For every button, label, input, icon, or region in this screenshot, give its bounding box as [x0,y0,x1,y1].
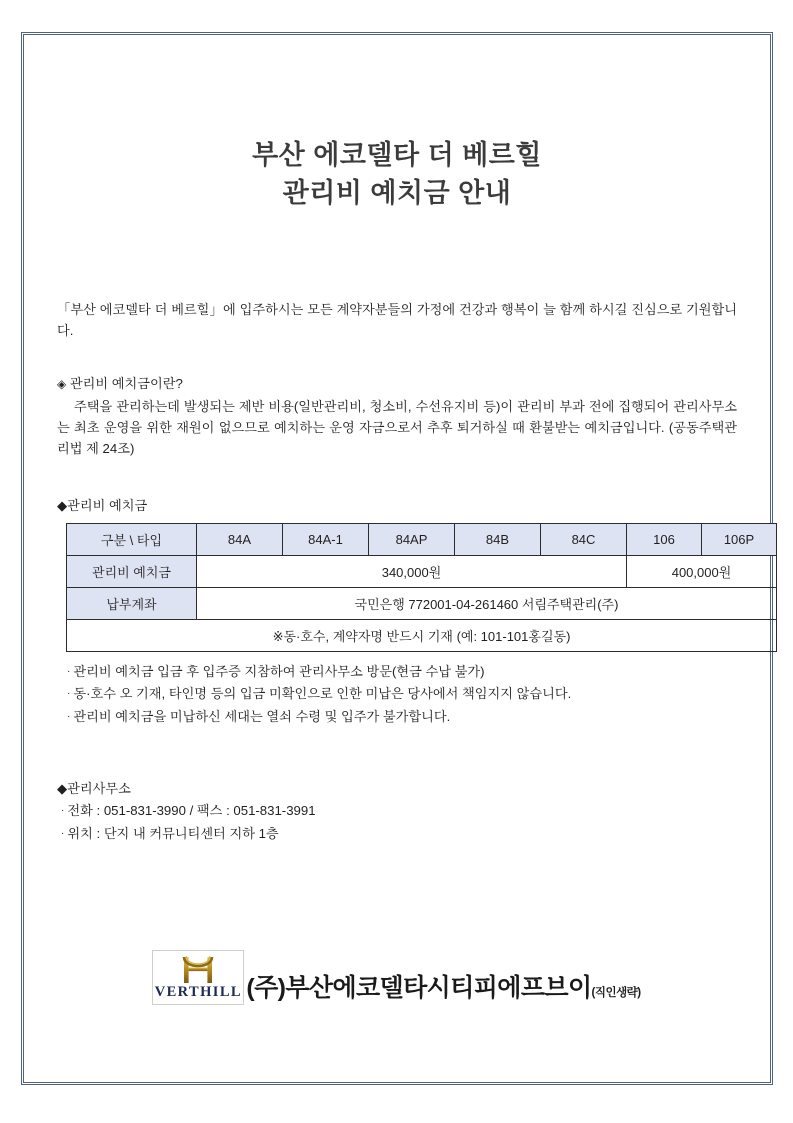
note-text-2: 동·호수 오 기재, 타인명 등의 입금 미확인으로 인한 미납은 당사에서 책임지지 않습니다. [73,686,572,702]
page-title [57,136,737,213]
row-label-account: 납부계좌 [67,587,197,619]
table-row [67,619,777,651]
header-cell-type-84c: 84C [541,523,627,555]
verthill-emblem-icon [175,955,221,985]
office-location-text: 위치 : 단지 내 커뮤니티센터 지하 1층 [67,826,279,842]
list-item [67,706,737,729]
header-cell-label: 구분 \ 타입 [67,523,197,555]
dot-bullet-icon: · [67,710,71,722]
office-heading: ◆관리사무소 [57,780,131,796]
deposit-table-heading: ◆관리비 예치금 [57,497,148,513]
dot-bullet-icon: · [67,688,71,700]
company-signature [246,976,640,1005]
deposit-amount-106-types: 400,000원 [627,555,777,587]
table-row [67,587,777,619]
management-office-section [57,779,737,846]
dot-bullet-icon: · [61,828,65,840]
dot-bullet-icon: · [61,805,65,817]
deposit-amount-84-types: 340,000원 [197,555,627,587]
header-cell-type-84b: 84B [455,523,541,555]
definition-body: 주택을 관리하는데 발생되는 제반 비용(일반관리비, 청소비, 수선유지비 등)이 관리비 부과 전에 집행되어 관리사무소는 최초 운영을 위한 재원이 없으므로 예치하는 운영 자금으로서 추후 퇴거하실 때 환불받는 예치금입니다. (공동주택관리법 제 24조) [57,398,737,457]
office-location-line [61,823,737,846]
greeting-paragraph: 「부산 에코델타 더 베르힐」에 입주하시는 모든 계약자분들의 가정에 건강과 행복이 늘 함께 하시길 진심으로 기원합니다. [57,301,737,339]
seal-omitted-note: (직인생략) [591,987,641,999]
definition-heading [57,373,737,394]
list-item [67,683,737,706]
bank-account-value: 국민은행 772001-04-261460 서림주택관리(주) [197,587,777,619]
footer-signature [0,950,793,1005]
deposit-table-section [57,496,755,652]
definition-section [57,373,737,459]
document-content [57,32,755,846]
verthill-logo [152,950,244,1005]
note-text-3: 관리비 예치금을 미납하신 세대는 열쇠 수령 및 입주가 불가합니다. [73,708,451,724]
company-name-text: (주)부산에코델타시티피에프브이 [246,974,592,1002]
row-label-deposit: 관리비 예치금 [67,555,197,587]
title-line-1: 부산 에코델타 더 베르힐 [252,140,542,170]
notes-list [67,661,737,729]
header-cell-type-84ap: 84AP [369,523,455,555]
dot-bullet-icon: · [67,665,71,677]
deposit-fee-table [66,523,777,652]
header-cell-type-106p: 106P [702,523,777,555]
office-phone-text: 전화 : 051-831-3990 / 팩스 : 051-831-3991 [67,803,316,819]
header-cell-type-84a: 84A [197,523,283,555]
definition-heading-text: 관리비 예치금이란? [69,376,183,392]
table-row [67,555,777,587]
table-header-row [67,523,777,555]
table-footnote: ※동·호수, 계약자명 반드시 기재 (예: 101-101홍길동) [67,619,777,651]
verthill-wordmark: VERTHILL [154,984,242,1000]
diamond-bullet-icon: ◈ [57,377,67,392]
title-line-2: 관리비 예치금 안내 [282,178,512,209]
header-cell-type-84a1: 84A-1 [283,523,369,555]
note-text-1: 관리비 예치금 입금 후 입주증 지참하여 관리사무소 방문(현금 수납 불가) [73,663,485,679]
office-phone-line [61,800,737,823]
header-cell-type-106: 106 [627,523,702,555]
list-item [67,661,737,684]
